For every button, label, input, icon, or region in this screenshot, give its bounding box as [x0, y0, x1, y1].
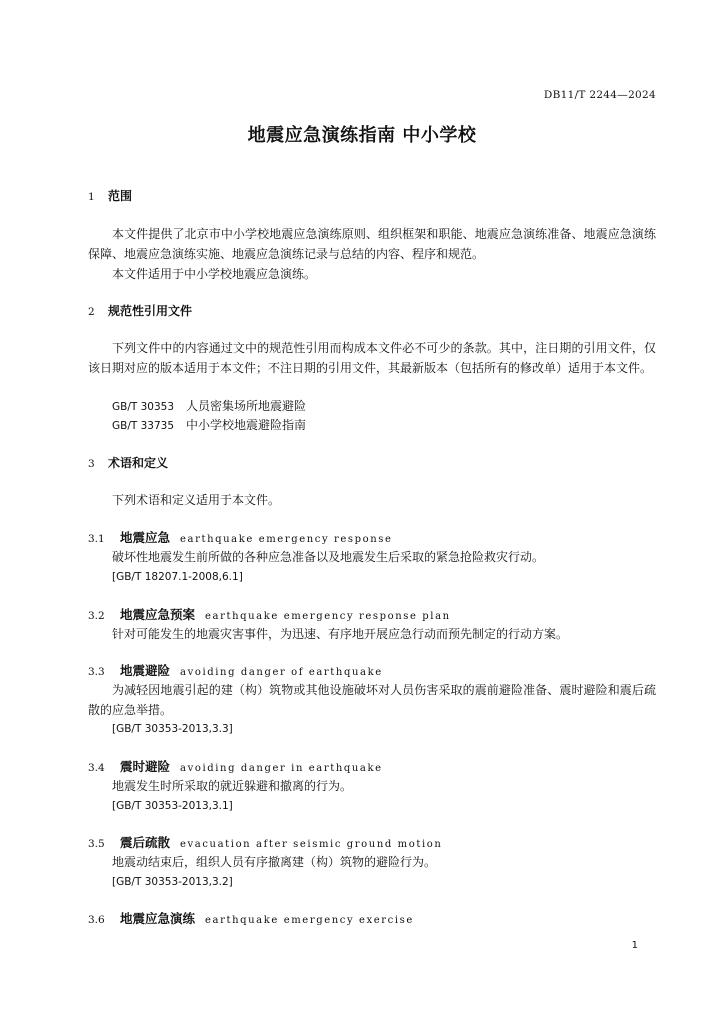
section-1-paragraph-2: 本文件适用于中小学校地震应急演练。	[112, 267, 317, 281]
term-number: 3.3	[88, 666, 105, 678]
section-3-heading	[88, 453, 168, 474]
section-number: 3	[88, 458, 95, 470]
section-2-paragraph-1: 下列文件中的内容通过文中的规范性引用而构成本文件必不可少的条款。其中，注日期的引用文件，仅该日期对应的版本适用于本文件；不注日期的引用文件，其最新版本（包括所有的修改单）适用于本文件。	[88, 341, 656, 375]
term-number: 3.4	[88, 762, 105, 774]
section-title: 范围	[108, 189, 133, 203]
section-1-paragraph-1: 本文件提供了北京市中小学校地震应急演练原则、组织框架和职能、地震应急演练准备、地震应急演练保障、地震应急演练实施、地震应急演练记录与总结的内容、程序和规范。	[88, 227, 656, 261]
section-1-heading	[88, 186, 132, 207]
normative-reference	[112, 396, 306, 417]
term-number: 3.1	[88, 533, 105, 545]
term-english: avoiding danger of earthquake	[180, 667, 383, 678]
term-3-4-definition: 地震发生时所采取的就近躲避和撤离的行为。	[112, 779, 353, 793]
section-title: 规范性引用文件	[108, 304, 193, 318]
term-english: avoiding danger in earthquake	[180, 763, 383, 774]
reference-name: 人员密集场所地震避险	[186, 399, 307, 413]
section-2-heading	[88, 301, 192, 322]
term-3-1-source: [GB/T 18207.1-2008,6.1]	[112, 571, 243, 583]
section-title: 术语和定义	[108, 456, 169, 470]
term-english: evacuation after seismic ground motion	[180, 839, 443, 850]
term-3-2-definition: 针对可能发生的地震灾害事件，为迅速、有序地开展应急行动而预先制定的行动方案。	[112, 627, 569, 641]
term-3-5-source: [GB/T 30353-2013,3.2]	[112, 876, 233, 888]
term-chinese: 地震应急预案	[120, 607, 196, 622]
reference-code: GB/T 30353	[112, 401, 175, 413]
term-3-6-heading	[88, 909, 414, 931]
term-number: 3.5	[88, 838, 105, 850]
page-number: 1	[631, 940, 638, 951]
term-chinese: 震后疏散	[120, 835, 171, 850]
term-3-3-source: [GB/T 30353-2013,3.3]	[112, 723, 233, 735]
section-number: 2	[88, 306, 95, 318]
term-3-4-source: [GB/T 30353-2013,3.1]	[112, 800, 233, 812]
term-english: earthquake emergency response plan	[205, 611, 451, 622]
term-chinese: 地震应急演练	[120, 911, 196, 926]
normative-reference	[112, 415, 306, 436]
document-code: DB11/T 2244—2024	[543, 89, 656, 101]
term-chinese: 震时避险	[120, 759, 171, 774]
section-number: 1	[88, 191, 95, 203]
section-3-paragraph-1: 下列术语和定义适用于本文件。	[112, 493, 281, 507]
term-english: earthquake emergency response	[180, 534, 393, 545]
reference-code: GB/T 33735	[112, 420, 175, 432]
document-title: 地震应急演练指南 中小学校	[247, 125, 477, 146]
term-number: 3.6	[88, 914, 105, 926]
term-3-5-definition: 地震动结束后，组织人员有序撤离建（构）筑物的避险行为。	[112, 855, 437, 869]
term-number: 3.2	[88, 610, 105, 622]
term-english: earthquake emergency exercise	[205, 915, 414, 926]
term-chinese: 地震应急	[120, 530, 171, 545]
term-3-1-definition: 破坏性地震发生前所做的各种应急准备以及地震发生后采取的紧急抢险救灾行动。	[112, 550, 545, 564]
term-chinese: 地震避险	[120, 663, 171, 678]
reference-name: 中小学校地震避险指南	[186, 418, 307, 432]
term-3-3-definition: 为减轻因地震引起的建（构）筑物或其他设施破坏对人员伤害采取的震前避险准备、震时避险和震后疏散的应急举措。	[88, 683, 656, 717]
